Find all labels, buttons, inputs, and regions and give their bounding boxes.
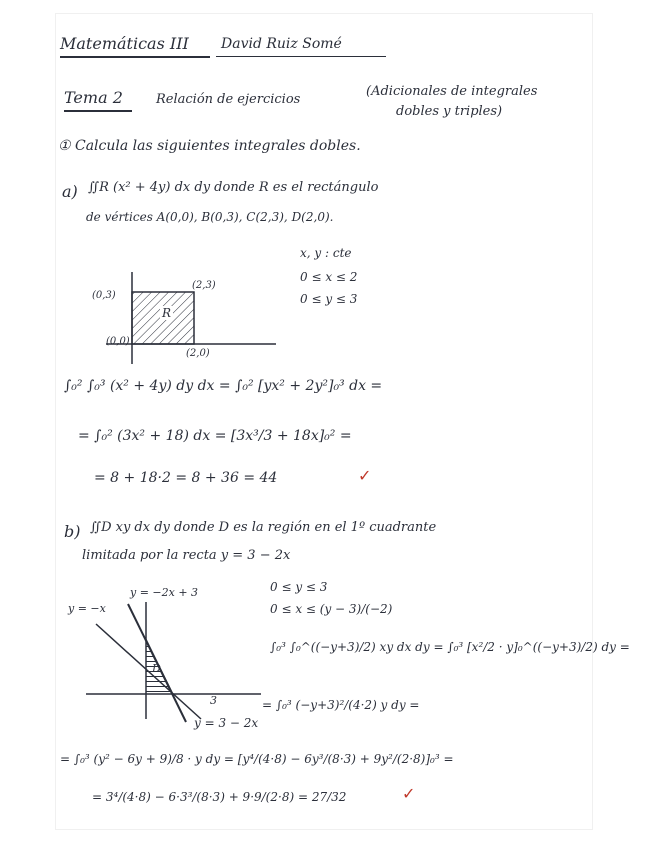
graph-a-point-2-0: (2,0) xyxy=(186,348,210,359)
graph-b-line-label1: y = −x xyxy=(68,602,106,615)
part-a-cond-title: x, y : cte xyxy=(300,246,352,260)
aside-line2: dobles y triples) xyxy=(396,104,503,119)
subtitle: Relación de ejercicios xyxy=(156,92,301,107)
part-a-label: a) xyxy=(62,182,78,201)
author-underline xyxy=(216,56,386,57)
course-title: Matemáticas III xyxy=(60,34,189,53)
part-b-label: b) xyxy=(64,522,81,541)
graph-b-line-label2: y = −2x + 3 xyxy=(130,586,199,599)
part-a-line3: = 8 + 18·2 = 8 + 36 = 44 xyxy=(94,470,278,486)
part-b-line1: ∫₀³ ∫₀^((−y+3)/2) xy dx dy = ∫₀³ [x²/2 · y]₀^((−y+3)/2) dy = xyxy=(270,640,630,654)
part-b-line4: = 3⁴/(4·8) − 6·3³/(8·3) + 9·9/(2·8) = 27/32 xyxy=(92,790,347,804)
author-name: David Ruiz Somé xyxy=(221,36,342,52)
graph-b-mark: 3 xyxy=(210,694,217,707)
part-a-vertices: de vértices A(0,0), B(0,3), C(2,3), D(2,0). xyxy=(86,210,334,224)
part-b-statement2: limitada por la recta y = 3 − 2x xyxy=(82,548,291,563)
graph-a-point-0-0: (0,0) xyxy=(106,336,130,347)
part-b-statement: ∬D xy dx dy donde D es la región en el 1º cuadrante xyxy=(90,520,437,535)
graph-b-line-label3: y = 3 − 2x xyxy=(194,716,259,730)
part-a-statement: ∬R (x² + 4y) dx dy donde R es el rectángulo xyxy=(88,180,379,195)
graph-b-region-label: D xyxy=(152,662,161,675)
part-b-line3: = ∫₀³ (y² − 6y + 9)/8 · y dy = [y⁴/(4·8) − 6y³/(8·3) + 9y²/(2·8)]₀³ = xyxy=(60,752,454,766)
scanned-page xyxy=(56,14,630,829)
part-a-line2: = ∫₀² (3x² + 18) dx = [3x³/3 + 18x]₀² = xyxy=(78,428,352,444)
part-a-cond1: 0 ≤ x ≤ 2 xyxy=(300,270,358,284)
graph-a-point-2-3: (2,3) xyxy=(192,280,216,291)
part-b-checkmark: ✓ xyxy=(402,784,416,803)
topic-underline xyxy=(64,110,132,112)
part-a-cond2: 0 ≤ y ≤ 3 xyxy=(300,292,358,306)
aside-line1: (Adicionales de integrales xyxy=(366,84,538,99)
graph-a-point-0-3: (0,3) xyxy=(92,290,116,301)
part-b-cond2: 0 ≤ x ≤ (y − 3)/(−2) xyxy=(270,602,393,616)
part-a-line1: ∫₀² ∫₀³ (x² + 4y) dy dx = ∫₀² [yx² + 2y²]₀³ dx = xyxy=(64,378,383,394)
course-underline xyxy=(60,56,210,58)
exercise-title: ① Calcula las siguientes integrales dobles. xyxy=(58,138,361,154)
part-a-checkmark: ✓ xyxy=(358,466,372,485)
part-b-cond1: 0 ≤ y ≤ 3 xyxy=(270,580,328,594)
part-b-line2: = ∫₀³ (−y+3)²/(4·2) y dy = xyxy=(262,698,420,712)
graph-a-region-label: R xyxy=(162,306,172,320)
topic-label: Tema 2 xyxy=(64,88,123,107)
